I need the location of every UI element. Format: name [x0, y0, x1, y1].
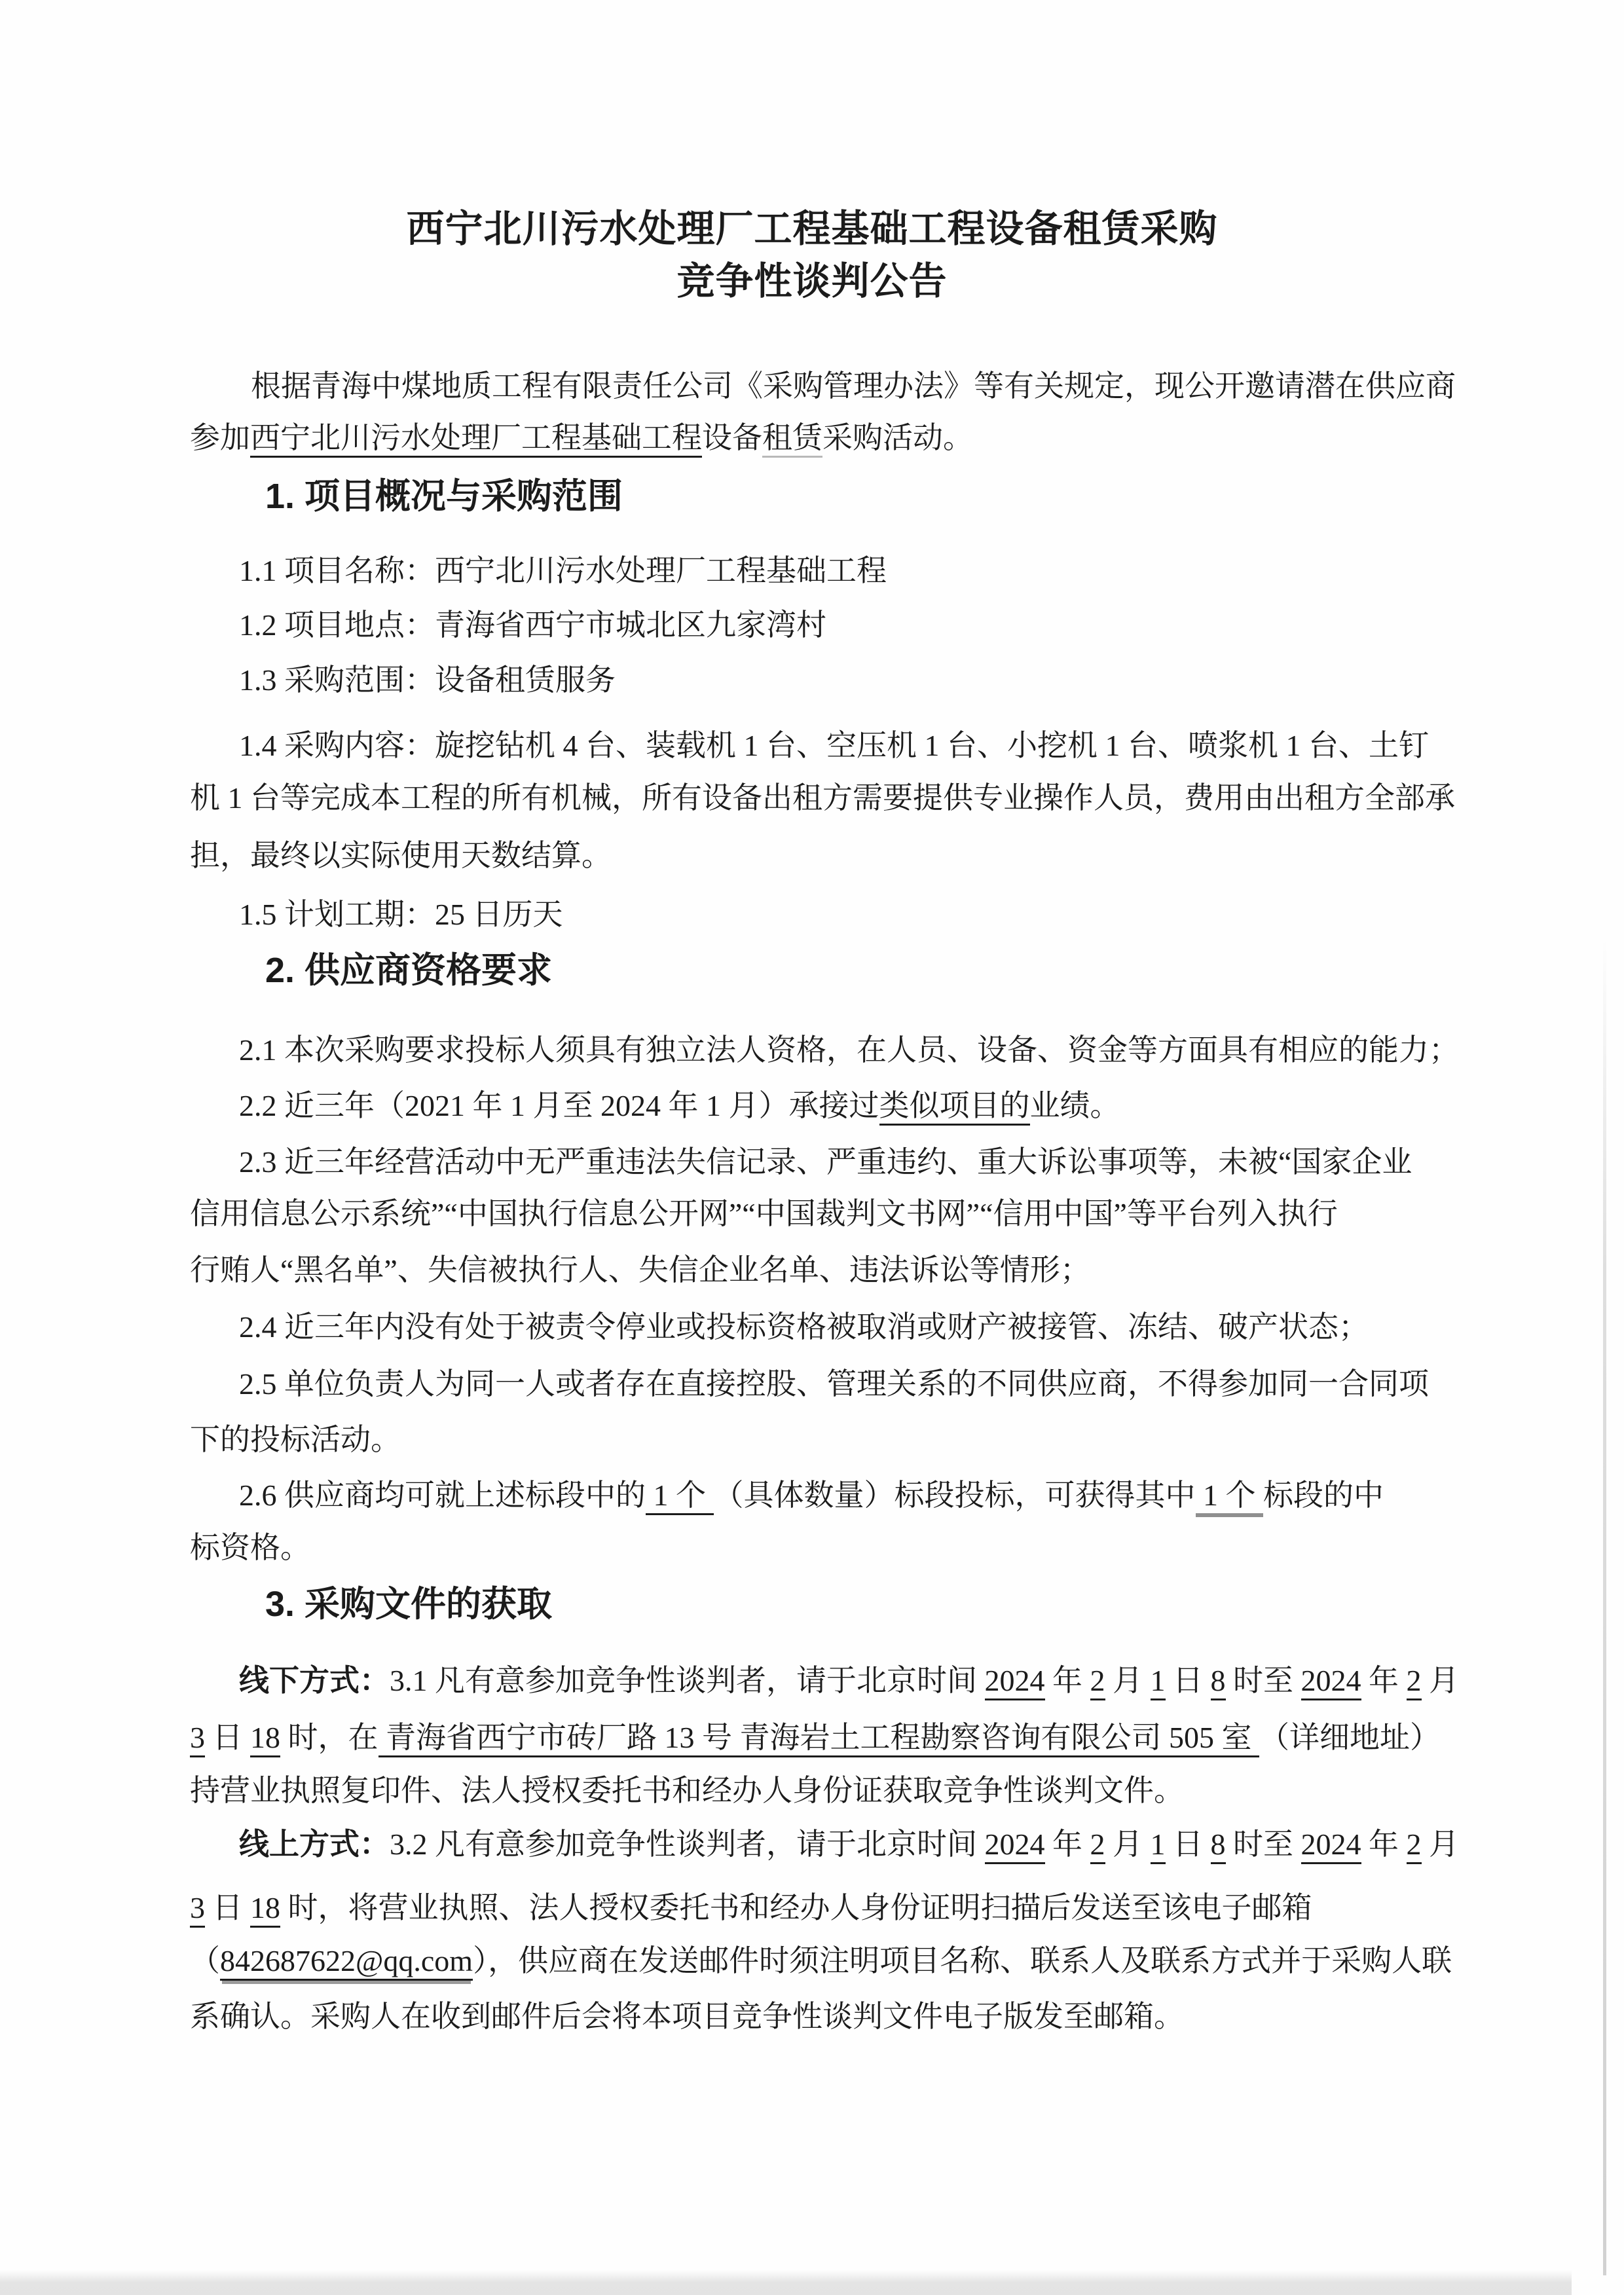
item-2-5-line-1	[239, 1367, 1429, 1402]
text-run: ），供应商在发送邮件时须注明项目名称、联系人及联系方式并于采购人联	[473, 1944, 1452, 1977]
item-2-5-line-2	[190, 1422, 401, 1458]
text-run: 时至	[1225, 1664, 1301, 1697]
text-run: 2.6 供应商均可就上述标段中的	[239, 1478, 646, 1512]
item-3-1-line-1	[239, 1663, 1459, 1698]
blank-month: 2	[1090, 1827, 1105, 1864]
text-run: 日	[1165, 1827, 1211, 1861]
text-run: 1. 项目概况与采购范围	[265, 477, 623, 516]
intro-line-1	[251, 369, 1456, 404]
scan-edge-artifact	[1603, 936, 1606, 2275]
text-run: 时，在	[280, 1721, 378, 1754]
text-run: 2. 供应商资格要求	[265, 951, 553, 990]
item-3-2-line-2	[190, 1890, 1312, 1926]
blank-hour: 18	[250, 1891, 280, 1928]
online-method-label: 线上方式：	[239, 1827, 390, 1861]
item-1-2	[239, 608, 826, 643]
blank-day: 3	[190, 1721, 205, 1757]
item-2-3-line-1	[239, 1145, 1412, 1180]
text-run: 2.2 近三年（2021 年 1 月至 2024 年 1 月）承接过	[239, 1089, 879, 1122]
blank-year: 2024	[1301, 1664, 1361, 1700]
text-run: 年	[1044, 1827, 1090, 1861]
text-run: 1.5 计划工期：25 日历天	[239, 898, 563, 931]
text-run: 3.1 凡有意参加竞争性谈判者，请于北京时间	[390, 1664, 985, 1697]
text-run: 月	[1421, 1827, 1459, 1861]
text-run: 下的投标活动。	[190, 1423, 401, 1456]
text-run: 1.3 采购范围：设备租赁服务	[239, 663, 616, 697]
text-run: 行贿人“黑名单”、失信被执行人、失信企业名单、违法诉讼等情形；	[190, 1253, 1090, 1287]
text-run: 根据青海中煤地质工程有限责任公司《采购管理办法》等有关规定，现公开邀请潜在供应商	[251, 369, 1456, 403]
text-run: 月	[1105, 1664, 1151, 1697]
text-run: 日	[205, 1891, 250, 1924]
section-2-heading	[265, 951, 552, 990]
text-run: 业绩。	[1029, 1089, 1120, 1122]
blank-lot-count-1: 1 个	[646, 1478, 714, 1515]
underlined-lease-word: 租赁	[762, 421, 822, 458]
text-run: 2.5 单位负责人为同一人或者存在直接控股、管理关系的不同供应商，不得参加同一合同项	[239, 1367, 1429, 1401]
text-run: 1.1 项目名称：西宁北川污水处理厂工程基础工程	[239, 554, 887, 587]
text-run: （详细地址）	[1259, 1721, 1440, 1754]
blank-day: 3	[190, 1891, 205, 1928]
text-run: 1.4 采购内容：旋挖钻机 4 台、装载机 1 台、空压机 1 台、小挖机 1 台、喷浆机 1 台、土钉	[239, 729, 1429, 762]
document-subtitle: 竞争性谈判公告	[676, 260, 948, 303]
email-address: 842687622@qq.com	[220, 1944, 473, 1981]
blank-day: 1	[1151, 1664, 1166, 1700]
text-run: （	[190, 1944, 220, 1977]
text-run: 日	[1165, 1664, 1211, 1697]
text-run: 参加	[190, 421, 250, 454]
text-run: 系确认。采购人在收到邮件后会将本项目竞争性谈判文件电子版发至邮箱。	[190, 2000, 1184, 2033]
blank-year: 2024	[1301, 1827, 1361, 1864]
text-run: 设备	[702, 421, 762, 454]
scan-shadow-artifact	[0, 2270, 1572, 2295]
item-2-3-line-3	[190, 1253, 1090, 1288]
blank-hour: 8	[1211, 1664, 1226, 1700]
blank-lot-count-2: 1 个	[1196, 1478, 1264, 1517]
text-run: （具体数量）标段投标，可获得其中	[713, 1478, 1196, 1512]
blank-month: 2	[1407, 1827, 1422, 1864]
item-1-1	[239, 553, 887, 589]
blank-year: 2024	[985, 1664, 1045, 1700]
item-2-6-line-2	[190, 1530, 310, 1566]
blank-month: 2	[1407, 1664, 1422, 1700]
item-2-4	[239, 1310, 1369, 1345]
section-3-heading	[265, 1585, 552, 1624]
text-run: 担，最终以实际使用天数结算。	[190, 839, 612, 872]
item-2-6-line-1	[239, 1478, 1384, 1513]
underlined-similar-projects: 类似项目的	[879, 1089, 1030, 1126]
underlined-project-name: 西宁北川污水处理厂工程基础工程	[250, 421, 702, 458]
item-3-1-line-2	[190, 1720, 1440, 1755]
document-title: 西宁北川污水处理厂工程基础工程设备租赁采购	[406, 208, 1218, 250]
text-run: 2.4 近三年内没有处于被责令停业或投标资格被取消或财产被接管、冻结、破产状态；	[239, 1310, 1369, 1344]
text-run: 持营业执照复印件、法人授权委托书和经办人身份证获取竞争性谈判文件。	[190, 1774, 1184, 1807]
text-run: 年	[1361, 1664, 1407, 1697]
item-1-4-line-2	[190, 780, 1455, 816]
blank-year: 2024	[985, 1827, 1045, 1864]
item-3-2-line-4	[190, 1999, 1184, 2034]
text-run: 机 1 台等完成本工程的所有机械，所有设备出租方需要提供专业操作人员，费用由出租方全部承	[190, 781, 1455, 815]
item-2-3-line-2	[190, 1196, 1338, 1232]
text-run: 3.2 凡有意参加竞争性谈判者，请于北京时间	[390, 1827, 985, 1861]
item-1-5	[239, 897, 563, 932]
intro-line-2	[190, 420, 973, 456]
text-run: 月	[1421, 1664, 1459, 1697]
item-3-2-line-1	[239, 1827, 1459, 1862]
blank-hour: 18	[250, 1721, 280, 1757]
text-run: 标段的中	[1263, 1478, 1384, 1512]
item-1-3	[239, 663, 616, 698]
text-run: 信用信息公示系统”“中国执行信息公开网”“中国裁判文书网”“信用中国”等平台列入执行	[190, 1197, 1338, 1230]
underlined-address: 青海省西宁市砖厂路 13 号 青海岩土工程勘察咨询有限公司 505 室	[378, 1721, 1260, 1757]
text-run: 2.3 近三年经营活动中无严重违法失信记录、严重违约、重大诉讼事项等，未被“国家企业	[239, 1145, 1412, 1179]
item-3-2-line-3	[190, 1943, 1452, 1979]
item-1-4-line-1	[239, 728, 1429, 763]
text-run: 年	[1044, 1664, 1090, 1697]
text-run: 1.2 项目地点：青海省西宁市城北区九家湾村	[239, 608, 826, 642]
blank-hour: 8	[1211, 1827, 1226, 1864]
text-run: 月	[1105, 1827, 1151, 1861]
item-1-4-line-3	[190, 838, 612, 873]
text-run: 采购活动。	[822, 421, 973, 454]
blank-day: 1	[1151, 1827, 1166, 1864]
item-2-2	[239, 1088, 1120, 1124]
text-run: 日	[205, 1721, 250, 1754]
text-run: 时至	[1225, 1827, 1301, 1861]
text-run: 时，将营业执照、法人授权委托书和经办人身份证明扫描后发送至该电子邮箱	[280, 1891, 1312, 1924]
section-1-heading	[265, 477, 623, 516]
offline-method-label: 线下方式：	[239, 1664, 390, 1697]
blank-month: 2	[1090, 1664, 1105, 1700]
item-2-1	[239, 1033, 1459, 1068]
text-run: 2.1 本次采购要求投标人须具有独立法人资格，在人员、设备、资金等方面具有相应的能力；	[239, 1033, 1459, 1067]
text-run: 3. 采购文件的获取	[265, 1585, 553, 1624]
item-3-1-line-3	[190, 1773, 1184, 1808]
text-run: 年	[1361, 1827, 1407, 1861]
text-run: 标资格。	[190, 1531, 310, 1564]
